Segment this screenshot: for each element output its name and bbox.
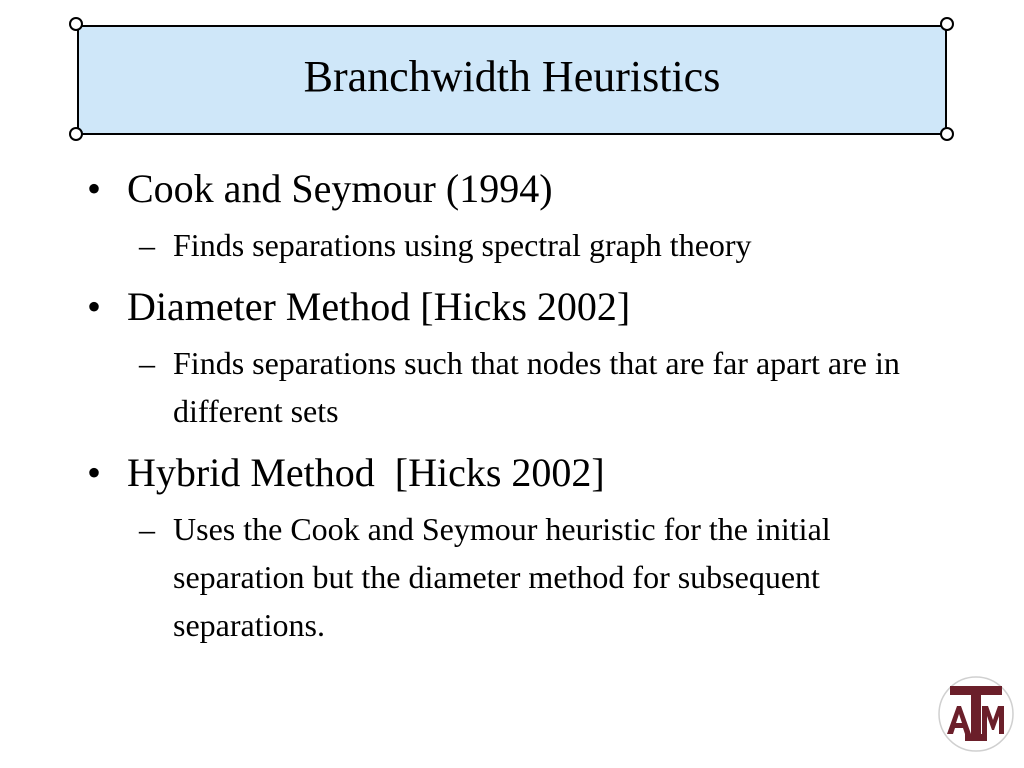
sub-bullet-item xyxy=(139,221,917,269)
sub-bullet-text: Uses the Cook and Seymour heuristic for the initial separation but the diameter method for subsequent separations. xyxy=(173,511,831,643)
slide-body xyxy=(87,165,917,649)
bullet-marker: • xyxy=(87,166,102,211)
slide-title: Branchwidth Heuristics xyxy=(303,52,721,101)
bullet-text: Cook and Seymour (1994) xyxy=(127,166,553,211)
sub-bullet-marker: – xyxy=(139,227,155,263)
sub-bullet-marker: – xyxy=(139,511,155,547)
logo-text: ATM xyxy=(938,676,941,677)
logo-t-foot xyxy=(965,734,987,741)
title-box xyxy=(77,25,947,135)
sub-bullet-item xyxy=(139,339,917,435)
bullet-item xyxy=(87,283,917,331)
logo-t-stem xyxy=(971,686,981,740)
selection-handle-top-left[interactable] xyxy=(69,17,83,31)
texas-am-logo xyxy=(938,676,1014,752)
sub-bullet-text: Finds separations such that nodes that are far apart are in different sets xyxy=(173,345,900,429)
bullet-marker: • xyxy=(87,284,102,329)
sub-bullet-item xyxy=(139,505,917,649)
selection-handle-bottom-right[interactable] xyxy=(940,127,954,141)
bullet-marker: • xyxy=(87,450,102,495)
bullet-item xyxy=(87,165,917,213)
sub-bullet-text: Finds separations using spectral graph theory xyxy=(173,227,752,263)
bullet-text: Diameter Method [Hicks 2002] xyxy=(127,284,631,329)
bullet-text: Hybrid Method [Hicks 2002] xyxy=(127,450,605,495)
selection-handle-top-right[interactable] xyxy=(940,17,954,31)
sub-bullet-marker: – xyxy=(139,345,155,381)
bullet-item xyxy=(87,449,917,497)
selection-handle-bottom-left[interactable] xyxy=(69,127,83,141)
